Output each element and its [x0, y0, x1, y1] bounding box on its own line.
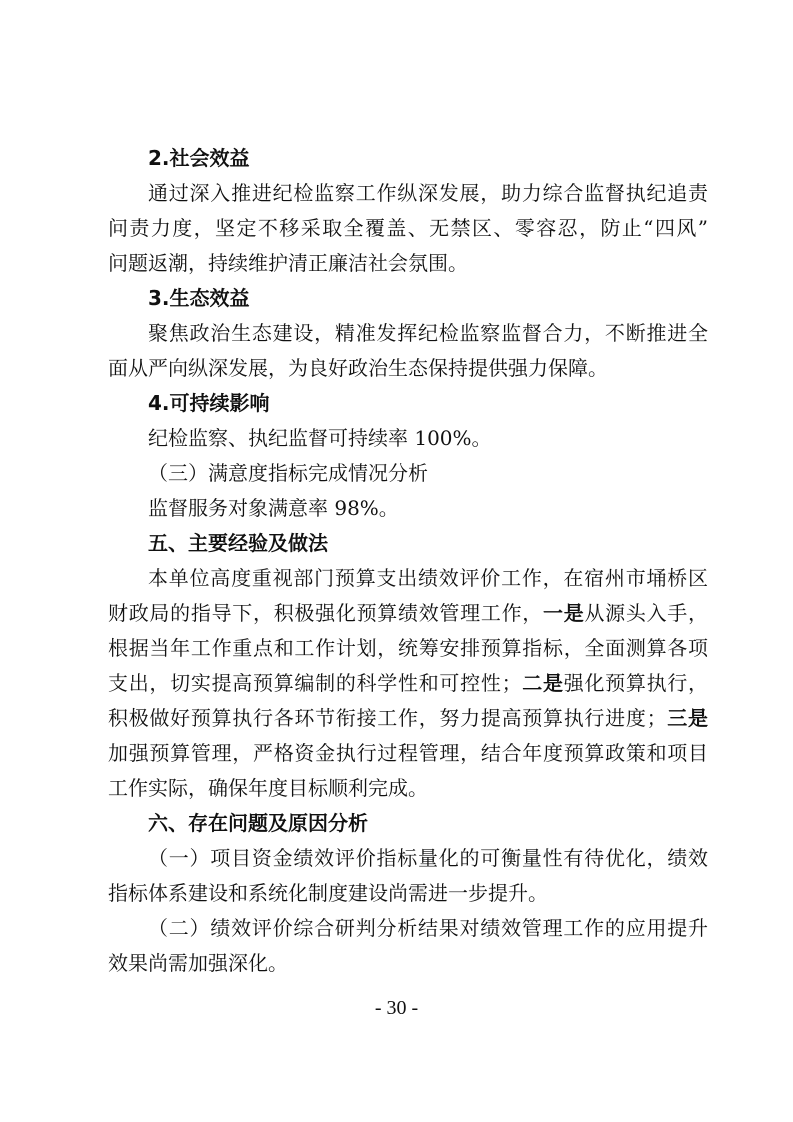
heading-social-benefits: 2.社会效益	[148, 146, 250, 170]
paragraph-line: 通过深入推进纪检监察工作纵深发展，助力综合监督执纪追责	[148, 181, 708, 205]
paragraph-line: 监督服务对象满意率 98%。	[148, 496, 399, 520]
paragraph-line: 工作实际，确保年度目标顺利完成。	[108, 776, 428, 800]
paragraph-line: 指标体系建设和系统化制度建设尚需进一步提升。	[108, 881, 548, 905]
text-run: 从源头入手，	[584, 601, 708, 625]
heading-sustainable-impact: 4.可持续影响	[148, 391, 270, 415]
heading-satisfaction-analysis: （三）满意度指标完成情况分析	[148, 461, 428, 485]
paragraph-line: 纪检监察、执纪监督可持续率 100%。	[148, 426, 492, 450]
text-run: 强化预算执行，	[563, 671, 708, 695]
paragraph-line	[108, 703, 708, 733]
paragraph-line: 聚焦政治生态建设，精准发挥纪检监察监督合力，不断推进全	[148, 321, 708, 345]
paragraph-line: 本单位高度重视部门预算支出绩效评价工作，在宿州市埇桥区	[148, 566, 708, 590]
paragraph-line: 问题返潮，持续维护清正廉洁社会氛围。	[108, 251, 468, 275]
emphasis-first: 一是	[543, 601, 585, 625]
paragraph-line: 问责力度，坚定不移采取全覆盖、无禁区、零容忍，防止“四风”	[108, 216, 708, 240]
paragraph-line: 加强预算管理，严格资金执行过程管理，结合年度预算政策和项目	[108, 741, 708, 765]
emphasis-third: 三是	[666, 706, 708, 730]
paragraph-line	[108, 598, 708, 628]
heading-problems-analysis: 六、存在问题及原因分析	[148, 811, 368, 835]
emphasis-second: 二是	[521, 671, 564, 695]
text-run: 积极做好预算执行各环节衔接工作，努力提高预算执行进度；	[108, 706, 667, 730]
paragraph-line	[108, 668, 708, 698]
text-run: 财政局的指导下，积极强化预算绩效管理工作，	[108, 601, 543, 625]
heading-ecological-benefits: 3.生态效益	[148, 286, 250, 310]
paragraph-line: 根据当年工作重点和工作计划，统筹安排预算指标，全面测算各项	[108, 636, 708, 660]
paragraph-line: 效果尚需加强深化。	[108, 951, 288, 975]
paragraph-line: （一）项目资金绩效评价指标量化的可衡量性有待优化，绩效	[148, 846, 708, 870]
text-run: 支出，切实提高预算编制的科学性和可控性；	[108, 671, 522, 695]
paragraph-line: （二）绩效评价综合研判分析结果对绩效管理工作的应用提升	[148, 916, 708, 940]
paragraph-line: 面从严向纵深发展，为良好政治生态保持提供强力保障。	[108, 356, 608, 380]
page-number: - 30 -	[374, 997, 419, 1019]
heading-main-experience: 五、主要经验及做法	[148, 531, 328, 555]
